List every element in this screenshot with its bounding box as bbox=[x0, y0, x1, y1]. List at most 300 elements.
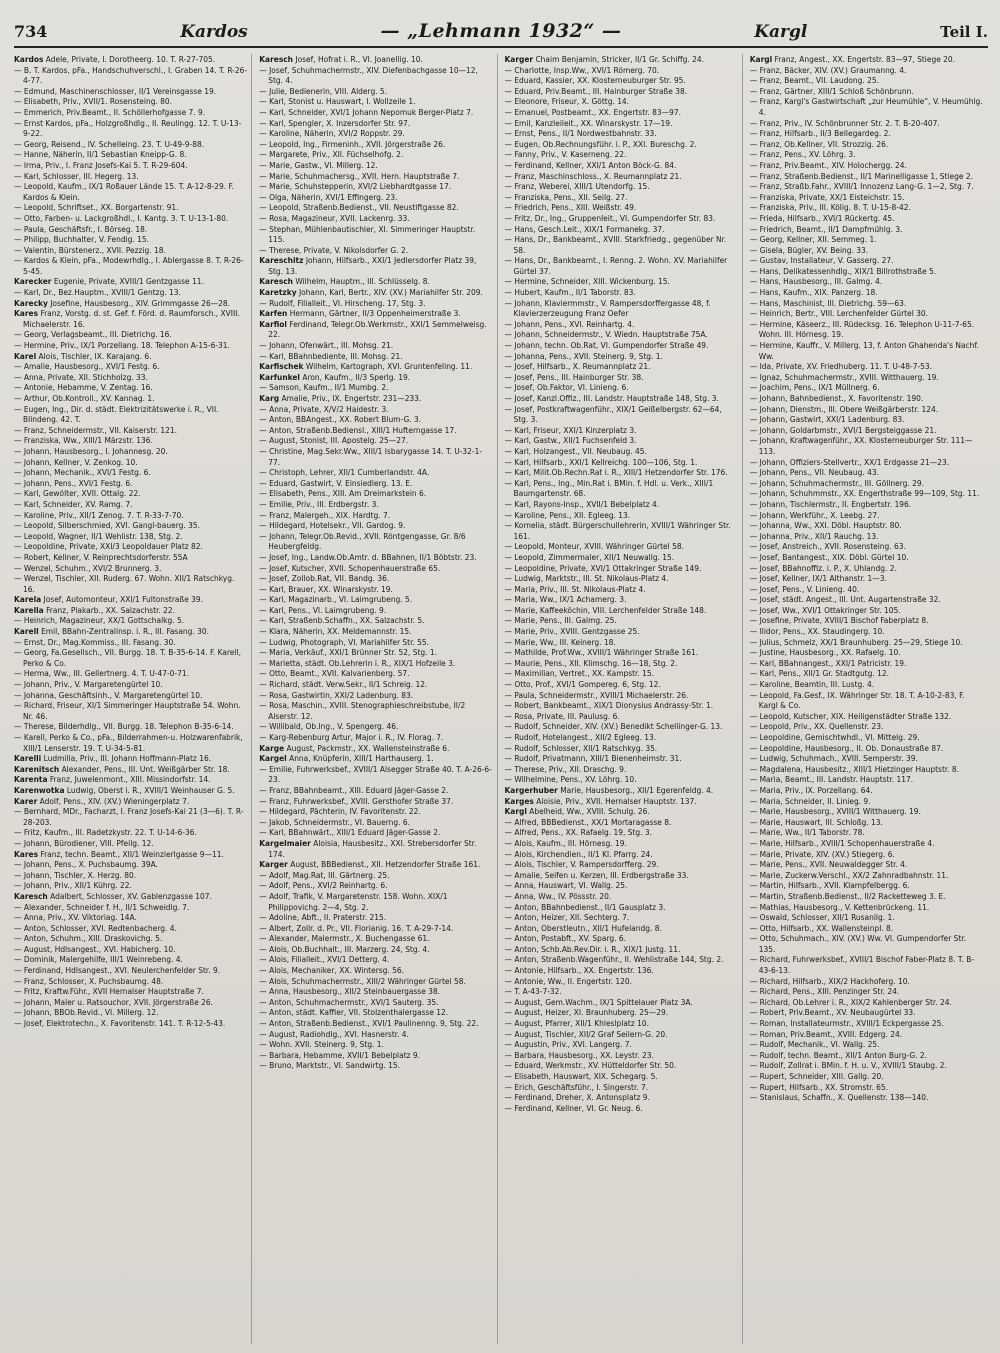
directory-entry bbox=[505, 382, 738, 393]
entry-text: — Hans, Dr., Bankbeamt., I. Renng. 2. Wohn. XV. Mariahilfer Gürtel 37. bbox=[504, 255, 728, 276]
directory-entry bbox=[259, 965, 492, 976]
entry-text: — Emilie, Priv., III. Erdbergstr. 3. bbox=[259, 498, 379, 509]
directory-entry bbox=[750, 276, 984, 287]
directory-entry bbox=[505, 902, 738, 913]
directory-entry bbox=[259, 361, 492, 372]
directory-entry bbox=[259, 340, 492, 351]
directory-entry bbox=[14, 65, 247, 86]
directory-entry bbox=[259, 499, 492, 510]
directory-entry bbox=[505, 202, 738, 213]
entry-surname: Karenitsch bbox=[14, 763, 60, 774]
directory-entry bbox=[14, 774, 247, 785]
directory-entry bbox=[750, 361, 984, 372]
entry-text: — Rudolf, Hotelangest., XII/2 Egleeg. 13. bbox=[504, 732, 657, 742]
directory-entry bbox=[750, 764, 984, 775]
directory-entry bbox=[750, 1071, 984, 1082]
directory-entry bbox=[750, 785, 984, 796]
directory-entry bbox=[14, 700, 247, 721]
directory-entry bbox=[750, 605, 984, 616]
entry-text: — Franziska, Priv., III. Kölig. 8. T. U-15-8-42. bbox=[749, 202, 911, 213]
entry-text: — Anna, Hausbesorg., XII/2 Steinbauergasse 38. bbox=[259, 986, 441, 997]
directory-entry bbox=[259, 435, 492, 446]
entry-text: — Marietta, städt. Ob.Lehrerin i. R., XIX/1 Hofzeile 3. bbox=[259, 657, 456, 668]
directory-entry bbox=[505, 118, 738, 129]
entry-text: — Johann, Mechanik., XVI/1 Festg. 6. bbox=[14, 467, 151, 478]
entry-text: — Leopoldine, Private, XXI/3 Leopoldauer Platz 82. bbox=[14, 541, 203, 552]
entry-text: — Maria, Schneider, II. Linieg. 9. bbox=[749, 795, 871, 806]
entry-text: — Frieda, Hilfsarb., XVI/1 Rückertg. 45. bbox=[749, 212, 895, 223]
entry-text: — Heinrich, Magazineur, XX/1 Gottschalkg. 5. bbox=[14, 615, 185, 626]
entry-surname: Karela bbox=[14, 594, 42, 605]
entry-text: — Rosa, Magazineur, XVII. Lackenrg. 33. bbox=[259, 212, 410, 223]
entry-text: — Franz, Malergeh., XIX. Hardtg. 7. bbox=[259, 509, 391, 520]
entry-text: — Alois, Ob.Buchhalt., III. Marzerg. 24, Stg. 4. bbox=[259, 943, 430, 954]
entry-text: — Johanna, Ww., XXI. Döbl. Hauptstr. 80. bbox=[749, 520, 902, 531]
directory-entry bbox=[259, 414, 492, 425]
entry-text: — Anton, Straßenb.Bediensl., XIII/1 Hufterngasse 17. bbox=[259, 424, 457, 435]
entry-text: — Alois, Schuhmachermstr., XIII/2 Währinger Gürtel 58. bbox=[259, 975, 466, 986]
directory-entry bbox=[14, 859, 247, 870]
directory-entry bbox=[259, 467, 492, 478]
directory-entry bbox=[14, 912, 247, 923]
column-4 bbox=[750, 54, 988, 1344]
directory-entry bbox=[259, 287, 492, 298]
entry-text: — Gisela, Bügler, XV. Being. 33. bbox=[749, 244, 869, 255]
directory-entry bbox=[259, 615, 492, 626]
directory-entry bbox=[14, 594, 247, 605]
directory-entry bbox=[505, 467, 738, 478]
directory-entry bbox=[505, 891, 738, 902]
entry-text: — Karl, Schlosser, III. Hegerg. 13. bbox=[14, 170, 139, 181]
directory-entry bbox=[259, 1060, 492, 1071]
entry-text: — Ernst Kardos, pFa., Holzgroßhdlg., II. Reulingg. 12. T. U-13-9-22. bbox=[14, 117, 242, 139]
entry-surname: Kargl bbox=[504, 806, 527, 817]
directory-entry bbox=[505, 838, 738, 849]
entry-text: — Adoline, Abft., II. Praterstr. 215. bbox=[259, 912, 387, 923]
entry-text: — Johann, Hausbesorg., I. Johannesg. 20. bbox=[14, 445, 168, 456]
entry-text: — Anton, BBahnbedienst., II/1 Gausplatz 3. bbox=[504, 901, 666, 912]
directory-entry bbox=[505, 849, 738, 860]
directory-entry bbox=[750, 1050, 984, 1061]
entry-text: — Johann, Tischlermstr., II. Engbertstr. 196. bbox=[749, 498, 912, 509]
directory-entry bbox=[259, 976, 492, 987]
entry-text: — Josef, Kellner, IX/1 Althanstr. 1—3. bbox=[749, 573, 887, 584]
directory-entry bbox=[750, 870, 984, 881]
entry-surname: Karecky bbox=[14, 297, 48, 308]
directory-entry bbox=[259, 891, 492, 912]
directory-entry bbox=[14, 181, 247, 202]
directory-entry bbox=[259, 149, 492, 160]
entry-text: — Johann, Klaviermmstr., V. Rampersdorffergasse 48, f. Klavierzerzeugung Franz Oefer bbox=[504, 297, 711, 319]
directory-entry bbox=[259, 1018, 492, 1029]
entry-text: Anna, Knüpferin, XIII/1 Harthauserg. 1. bbox=[289, 753, 434, 764]
directory-entry bbox=[750, 563, 984, 574]
entry-text: — Adolf, Trafik, V. Margaretenstr. 158. Wohn. XIX/1 Philippovichg. 2—4, Stg. 2. bbox=[259, 890, 448, 912]
directory-entry bbox=[750, 245, 984, 256]
directory-entry bbox=[505, 393, 738, 404]
directory-entry bbox=[14, 107, 247, 118]
entry-text: — Robert, Kellner, V. Reinprechtsdorferstr. 55A bbox=[14, 551, 188, 562]
directory-entry bbox=[259, 488, 492, 499]
directory-entry bbox=[750, 298, 984, 309]
directory-entry bbox=[750, 637, 984, 648]
entry-text: — Marie, Pens., III. Galmg. 25. bbox=[504, 615, 617, 626]
entry-text: — Gustav, Installateur, V. Gasserg. 27. bbox=[749, 255, 894, 266]
directory-entry bbox=[14, 478, 247, 489]
entry-text: — Karl, BBahnwärt., XIII/1 Eduard Jäger-Gasse 2. bbox=[259, 827, 441, 838]
directory-entry bbox=[14, 340, 247, 351]
directory-entry bbox=[505, 1050, 738, 1061]
directory-entry bbox=[750, 817, 984, 828]
directory-entry bbox=[750, 118, 984, 129]
entry-surname: Karfiol bbox=[259, 318, 287, 329]
directory-entry bbox=[750, 711, 984, 722]
directory-entry bbox=[259, 954, 492, 965]
entry-text: — Franz, Kargl's Gastwirtschaft „zur Heumühle“, V. Heumühlg. 4. bbox=[749, 96, 983, 117]
directory-entry bbox=[750, 287, 984, 298]
entry-text: — Kardos & Klein, pFa., Modewrhdlg., I. Ablergasse 8. T. R-26-5-45. bbox=[14, 255, 244, 276]
entry-text: — Hans, Hausbesorg., III. Galmg. 4. bbox=[749, 276, 883, 287]
entry-text: — Josef, Bantangest., XIX. Döbl. Gürtel 10. bbox=[749, 551, 909, 562]
directory-entry bbox=[14, 997, 247, 1008]
directory-entry bbox=[259, 753, 492, 764]
entry-text: — Johann, Schneidermstr., V. Wiedn. Hauptstraße 75A. bbox=[504, 329, 708, 340]
entry-text: — Ludwig, Schuhmach., XVIII. Semperstr. 39. bbox=[749, 753, 918, 764]
entry-text: — Justine, Hausbesorg., XX. Rafaelg. 10. bbox=[749, 647, 901, 658]
entry-text: — Josef, Ww., XVI/1 Ottakringer Str. 105. bbox=[749, 604, 901, 615]
entry-text: — Franz, Schneidermstr., VII. Kaiserstr. 121. bbox=[14, 424, 177, 435]
directory-entry bbox=[505, 276, 738, 287]
directory-entry bbox=[750, 573, 984, 584]
directory-entry bbox=[14, 976, 247, 987]
directory-entry bbox=[259, 160, 492, 171]
directory-entry bbox=[750, 986, 984, 997]
directory-entry bbox=[259, 637, 492, 648]
entry-text: — Josef, BBahnoffiz. i. P., X. Uhlandg. 2. bbox=[749, 562, 897, 573]
directory-entry bbox=[259, 563, 492, 574]
directory-entry bbox=[750, 234, 984, 245]
directory-entry bbox=[505, 796, 738, 807]
entry-text: — T. A-43-7-32. bbox=[504, 986, 562, 997]
directory-entry bbox=[750, 615, 984, 626]
directory-entry bbox=[259, 1050, 492, 1061]
entry-text: — Johann, Priv., XII/1 Kührg. 22. bbox=[14, 880, 132, 891]
entry-surname: Karenta bbox=[14, 774, 48, 785]
directory-entry bbox=[14, 287, 247, 298]
entry-text: — Alfred, Pens., XX. Rafaelg. 19, Stg. 3. bbox=[504, 827, 653, 838]
directory-entry bbox=[259, 181, 492, 192]
directory-entry bbox=[750, 224, 984, 235]
entry-text: — Karl, Stonist u. Hauswart, I. Wollzeile 1. bbox=[259, 96, 416, 107]
directory-entry bbox=[14, 213, 247, 224]
entry-text: — Karl, Milit.Ob.Rechn.Rat i. R., XIII/1 Hetzendorfer Str. 176. bbox=[504, 467, 728, 478]
entry-text: — August, Radiohdlg., XVI. Hasnerstr. 4. bbox=[259, 1028, 409, 1039]
entry-text: Franz, techn. Beamt., XII/1 Weinzierlgasse 9—11. bbox=[40, 848, 224, 859]
directory-entry bbox=[750, 753, 984, 764]
directory-entry bbox=[14, 690, 247, 701]
directory-entry bbox=[750, 1082, 984, 1093]
directory-entry bbox=[750, 584, 984, 595]
directory-entry bbox=[14, 510, 247, 521]
entry-surname: Kargerhuber bbox=[504, 784, 558, 795]
entry-text: — Ludwig, Photograph, VI. Mariahilfer Str. 55. bbox=[259, 636, 429, 647]
entry-text: — Therese, Bilderhdlg., VII. Burgg. 18. Telephon B-35-6-14. bbox=[14, 721, 234, 732]
entry-text: — Richard, Fuhrwerksbef., XVIII/1 Bischof Faber-Platz 8. T. B-43-6-13. bbox=[749, 954, 975, 976]
entry-text: — Martin, Hilfsarb., XVII. Klampfelbergg. 6. bbox=[749, 880, 910, 891]
entry-text: — Albert, Zollr. d. Pr., VII. Florianig. 16. T. A-29-7-14. bbox=[259, 922, 454, 933]
entry-surname: Karetzky bbox=[259, 287, 297, 298]
entry-text: — Josef, Schuhmachermstr., XIV. Diefenbachgasse 10—12, Stg. 4. bbox=[259, 64, 478, 86]
directory-entry bbox=[750, 467, 984, 478]
entry-text: Josef, Hofrat i. R., VI. Joanellig. 10. bbox=[295, 54, 423, 64]
entry-text: — Emanuel, Postbeamt., XX. Engertstr. 83—97. bbox=[504, 106, 681, 117]
directory-entry bbox=[14, 531, 247, 542]
entry-text: — Hanne, Näherin, II/1 Sebastian Kneipp-G. 8. bbox=[14, 149, 187, 160]
directory-entry bbox=[505, 753, 738, 764]
directory-entry bbox=[14, 563, 247, 574]
entry-text: — Johann, Pens., X. Puchsbaumg. 39A. bbox=[14, 859, 158, 870]
entry-text: — Franz, Weberei, XIII/1 Utendorfg. 15. bbox=[504, 181, 650, 192]
entry-text: — Johanna, Priv., XII/1 Rauchg. 13. bbox=[749, 530, 879, 541]
entry-text: — Friedrich, Beamt., II/1 Dampfmühlg. 3. bbox=[749, 223, 903, 234]
directory-entry bbox=[259, 796, 492, 807]
entry-surname: Karesch bbox=[259, 276, 294, 287]
directory-entry bbox=[259, 785, 492, 796]
entry-text: — Bernhard, MDr., Facharzt, I. Franz Josefs-Kai 21 (3—6). T. R-28-203. bbox=[14, 806, 244, 827]
directory-entry bbox=[505, 637, 738, 648]
directory-entry bbox=[750, 997, 984, 1008]
entry-text: — Karoline, Priv., XII/1 Zenog. 7. T. R-33-7-70. bbox=[14, 509, 184, 520]
entry-text: — Josefine, Private, XVIII/1 Bischof Faberplatz 8. bbox=[749, 615, 929, 626]
directory-entry bbox=[505, 870, 738, 881]
entry-text: — Josef, Ob.Faktor, VI. Linieng. 6. bbox=[504, 382, 629, 393]
entry-text: — Anna, Private, XII. Stichholzg. 33. bbox=[14, 371, 148, 382]
directory-entry bbox=[505, 435, 738, 446]
entry-text: — Adolf, Pens., XVI/2 Reinhartg. 6. bbox=[259, 880, 388, 891]
entry-text: Johann, Hilfsarb., XXI/1 Jedlersdorfer Platz 39, Stg. 13. bbox=[268, 255, 477, 276]
entry-text: — Bruno, Marktstr., VI. Sandwirtg. 15. bbox=[259, 1060, 400, 1071]
entry-surname: Karger bbox=[259, 859, 288, 870]
directory-entry bbox=[505, 54, 738, 65]
directory-entry bbox=[259, 1039, 492, 1050]
entry-text: — Alois, Kaufm., III. Hörnesg. 19. bbox=[504, 837, 627, 848]
directory-entry bbox=[750, 75, 984, 86]
entry-text: — Karl, Schneider, XVI/1 Johann Nepomuk Berger-Platz 7. bbox=[259, 106, 474, 117]
entry-surname: Karesch bbox=[259, 54, 294, 64]
directory-entry bbox=[14, 329, 247, 340]
directory-entry bbox=[750, 308, 984, 319]
directory-entry bbox=[750, 435, 984, 456]
entry-text: — Ferdinand, Kellner, VI. Gr. Neug. 6. bbox=[504, 1102, 643, 1113]
directory-entry bbox=[259, 118, 492, 129]
entry-text: — Richard, Pens., XIII. Penzinger Str. 24. bbox=[749, 986, 900, 997]
entry-text: — Karl, Rayons-Insp., XVII/1 Bebelplatz 4. bbox=[504, 498, 660, 509]
entry-text: — Franziska, Ww., XIII/1 Märzstr. 136. bbox=[14, 435, 153, 446]
entry-text: — Johann, Werkführ., X. Leebg. 27. bbox=[749, 509, 880, 520]
directory-entry bbox=[259, 594, 492, 605]
entry-text: — August, Pfarrer, XII/1 Khleslplatz 10. bbox=[504, 1018, 649, 1029]
entry-text: — Adolf, Mag.Rat, III. Gärtnerg. 25. bbox=[259, 869, 390, 880]
directory-entry bbox=[259, 276, 492, 287]
directory-entry bbox=[14, 435, 247, 446]
entry-text: — Klara, Näherin, XX. Meldemannstr. 15. bbox=[259, 626, 412, 637]
entry-text: — Marie, Hauswart, III. Schloßg. 13. bbox=[749, 816, 883, 827]
directory-entry bbox=[259, 224, 492, 245]
directory-entry bbox=[750, 1029, 984, 1040]
directory-entry bbox=[750, 255, 984, 266]
directory-entry bbox=[505, 319, 738, 330]
entry-text: — Karl, Pens., Ing., Min.Rat i. BMin. f. Hdl. u. Verk., XIII/1 Baumgartenstr. 68. bbox=[504, 477, 714, 499]
entry-text: Amalie, Priv., IX. Engertstr. 231—233. bbox=[281, 393, 422, 403]
entry-text: — Alois, Mechaniker, XX. Wintersg. 56. bbox=[259, 965, 405, 976]
entry-text: Emil, BBahn-Zentralinsp. i. R., III. Fasang. 30. bbox=[41, 626, 209, 637]
directory-entry bbox=[14, 425, 247, 436]
directory-entry bbox=[750, 382, 984, 393]
entry-text: — Maria, Beamt., III. Landstr. Hauptstr. 117. bbox=[749, 774, 914, 785]
entry-text: — Mathias, Hausbesorg., V. Kettenbrückeng. 11. bbox=[749, 901, 930, 912]
directory-entry bbox=[750, 954, 984, 975]
entry-text: Alois, Tischler, IX. Karajang. 6. bbox=[38, 350, 152, 361]
entry-text: Aloisia, Hausbesitz., XXI. Strebersdorfer Str. 174. bbox=[268, 837, 477, 859]
directory-entry bbox=[750, 171, 984, 182]
directory-entry bbox=[750, 690, 984, 711]
directory-entry bbox=[750, 796, 984, 807]
entry-text: — Rudolf, Schneider, XIV. (XV.) Benedikt Schellinger-G. 13. bbox=[504, 721, 723, 732]
directory-entry bbox=[14, 276, 247, 287]
entry-text: — Hans, Gesch.Leit., XIX/1 Formanekg. 37. bbox=[504, 223, 665, 234]
directory-entry bbox=[750, 859, 984, 870]
directory-entry bbox=[259, 997, 492, 1008]
directory-entry bbox=[505, 732, 738, 743]
entry-text: — Rudolf, Filialleit., VI. Hirscheng. 17, Stg. 3. bbox=[259, 297, 426, 308]
directory-entry bbox=[14, 118, 247, 139]
entry-text: — Anton, Straßenb.Bedienst., XVI/1 Paulinenng. 9, Stg. 22. bbox=[259, 1018, 479, 1029]
entry-text: — Emmerich, Priv.Beamt., II. Schöllerhofgasse 7. 9. bbox=[14, 106, 206, 117]
entry-text: Adolf, Pens., XIV. (XV.) Wieningerplatz 7. bbox=[39, 795, 190, 806]
entry-text: — Karg-Rebenburg Artur, Major i. R., IV. Florag. 7. bbox=[259, 732, 444, 742]
entry-text: — Emil, Kanzleileit., XX. Winarskystr. 17—19. bbox=[504, 117, 673, 128]
directory-entry bbox=[505, 679, 738, 690]
entry-text: — Franz, Bäcker, XIV. (XV.) Graumanng. 4. bbox=[749, 64, 907, 75]
directory-entry bbox=[750, 912, 984, 923]
entry-text: — Anton, Straßenb.Wagenführ., II. Wehlistraße 144, Stg. 2. bbox=[504, 954, 724, 965]
entry-text: — Marie, Hilfsarb., XVIII/1 Schopenhauerstraße 4. bbox=[749, 837, 935, 848]
directory-entry bbox=[259, 986, 492, 997]
entry-text: — Wohn. XVII. Steinerg. 9, Stg. 1. bbox=[259, 1039, 384, 1050]
entry-surname: Karer bbox=[14, 795, 38, 806]
entry-text: Hermann, Gärtner, II/3 Oppenheimerstraße 3. bbox=[289, 308, 461, 319]
directory-entry bbox=[259, 308, 492, 319]
directory-entry bbox=[14, 457, 247, 468]
entry-text: — Johann, Offiziers-Stellvertr., XX/1 Erdgasse 21—23. bbox=[749, 456, 950, 467]
entry-text: — Otto, Hilfsarb., XX. Wallensteinpl. 8. bbox=[749, 922, 894, 933]
directory-entry bbox=[505, 224, 738, 235]
entry-text: — Hans, Dr., Bankbeamt., XVIII. Starkfriedg., gegenüber Nr. 58. bbox=[504, 234, 727, 255]
entry-surname: Karecker bbox=[14, 276, 52, 287]
entry-surname: Karfunkel bbox=[259, 371, 300, 382]
directory-entry bbox=[14, 637, 247, 648]
directory-entry bbox=[505, 743, 738, 754]
directory-entry bbox=[750, 732, 984, 743]
entry-text: — Stephan, Mühlenbautischler, XI. Simmeringer Hauptstr. 115. bbox=[259, 223, 476, 245]
entry-text: — Alois, Filialleit., XVI/1 Detterg. 4. bbox=[259, 954, 390, 965]
directory-entry bbox=[505, 774, 738, 785]
directory-entry bbox=[750, 838, 984, 849]
directory-entry bbox=[750, 594, 984, 605]
directory-entry bbox=[505, 181, 738, 192]
directory-entry bbox=[505, 446, 738, 457]
directory-entry bbox=[505, 128, 738, 139]
directory-entry bbox=[505, 615, 738, 626]
entry-text: Chaim Benjamin, Stricker, II/1 Gr. Schiffg. 24. bbox=[535, 54, 704, 64]
directory-entry bbox=[259, 139, 492, 150]
entry-text: — Magdalena, Hausbesitz., XIII/1 Hietzinger Hauptstr. 8. bbox=[749, 763, 960, 774]
entry-text: Franz, Juwelenmont., XIII. Missindorfstr. 14. bbox=[49, 774, 211, 785]
directory-entry bbox=[505, 65, 738, 76]
directory-entry bbox=[505, 605, 738, 616]
entry-text: — Leopoldine, Gemischtwhdl., VI. Mittelg. 29. bbox=[749, 732, 920, 742]
directory-entry bbox=[259, 1007, 492, 1018]
entry-text: — Therese, Priv., XII. Draschg. 9. bbox=[504, 763, 627, 774]
entry-text: — Franz, Priv.Beamt., XIV. Holochergg. 24. bbox=[749, 159, 907, 170]
entry-text: — Karl, Schneider, XV. Ramg. 7. bbox=[14, 498, 133, 509]
directory-entry bbox=[505, 340, 738, 351]
directory-entry bbox=[750, 1092, 984, 1103]
directory-entry bbox=[505, 75, 738, 86]
directory-entry bbox=[505, 1007, 738, 1018]
directory-entry bbox=[505, 520, 738, 541]
directory-entry bbox=[750, 1039, 984, 1050]
entry-text: — Richard, Friseur, XI/1 Simmeringer Hauptstraße 54. Wohn. Nr. 46. bbox=[14, 700, 241, 721]
directory-entry bbox=[505, 594, 738, 605]
directory-entry bbox=[505, 160, 738, 171]
entry-text: — Robert, Bankbeamt., XIX/1 Dionysius Andrassy-Str. 1. bbox=[504, 700, 714, 711]
entry-text: — Alfred, BBBedienst., XX/1 Mortaragasse 8. bbox=[504, 816, 672, 827]
directory-entry bbox=[505, 149, 738, 160]
directory-entry bbox=[750, 457, 984, 468]
entry-text: — Willibald, Ob.Ing., V. Spengerg. 46. bbox=[259, 721, 399, 732]
entry-text: — Antonie, Hilfsarb., XX. Engertstr. 136. bbox=[504, 965, 654, 976]
entry-surname: Karfen bbox=[259, 308, 288, 319]
directory-entry bbox=[14, 796, 247, 807]
directory-entry bbox=[14, 171, 247, 182]
entry-text: — August, Gem.Wachm., IX/1 Spittelauer Platz 3A. bbox=[504, 996, 693, 1007]
entry-text: — Otto, Farben- u. Lackgroßhdl., I. Kantg. 3. T. U-13-1-80. bbox=[14, 212, 229, 223]
entry-text: — Franziska, Private, XX/1 Eisteichstr. 15. bbox=[749, 191, 905, 202]
directory-entry bbox=[259, 700, 492, 721]
entry-text: — Karl, BBahnangest., XXI/1 Patricistr. 19. bbox=[749, 657, 907, 668]
entry-text: — Maurie, Pens., XII. Klimschg. 16—18, Stg. 2. bbox=[504, 657, 678, 668]
entry-text: Wilhelm, Kartograph, XVI. Gruntenfeling. 11. bbox=[305, 361, 473, 372]
directory-entry bbox=[14, 467, 247, 478]
directory-entry bbox=[505, 944, 738, 955]
entry-text: — Wilhelmine, Pens., XV. Löhrg. 10. bbox=[504, 774, 637, 785]
directory-entry bbox=[14, 721, 247, 732]
entry-text: — Eduard, Priv.Beamt., III. Hainburger Straße 38. bbox=[504, 85, 688, 96]
directory-title: — „Lehmann 1932“ — bbox=[380, 20, 622, 42]
directory-entry bbox=[259, 605, 492, 616]
directory-entry bbox=[505, 351, 738, 362]
directory-entry bbox=[750, 743, 984, 754]
entry-text: — Karl, Pens., VI. Laimgrubeng. 9. bbox=[259, 604, 387, 615]
entry-text: Adalbert, Schlosser, XV. Gablenzgasse 107. bbox=[50, 890, 212, 901]
entry-text: — Therese, Private, V. Nikolsdorfer G. 2. bbox=[259, 244, 409, 255]
entry-text: — Otto, Prof., XVI/1 Gompereg. 6, Stg. 12. bbox=[504, 679, 661, 690]
directory-entry bbox=[259, 912, 492, 923]
directory-entry bbox=[259, 425, 492, 436]
entry-text: Franz, Plakarb., XX. Salzachstr. 22. bbox=[46, 604, 176, 615]
entry-text: — Leopold, Wagner, II/1 Wehlistr. 138, Stg. 2. bbox=[14, 530, 183, 541]
